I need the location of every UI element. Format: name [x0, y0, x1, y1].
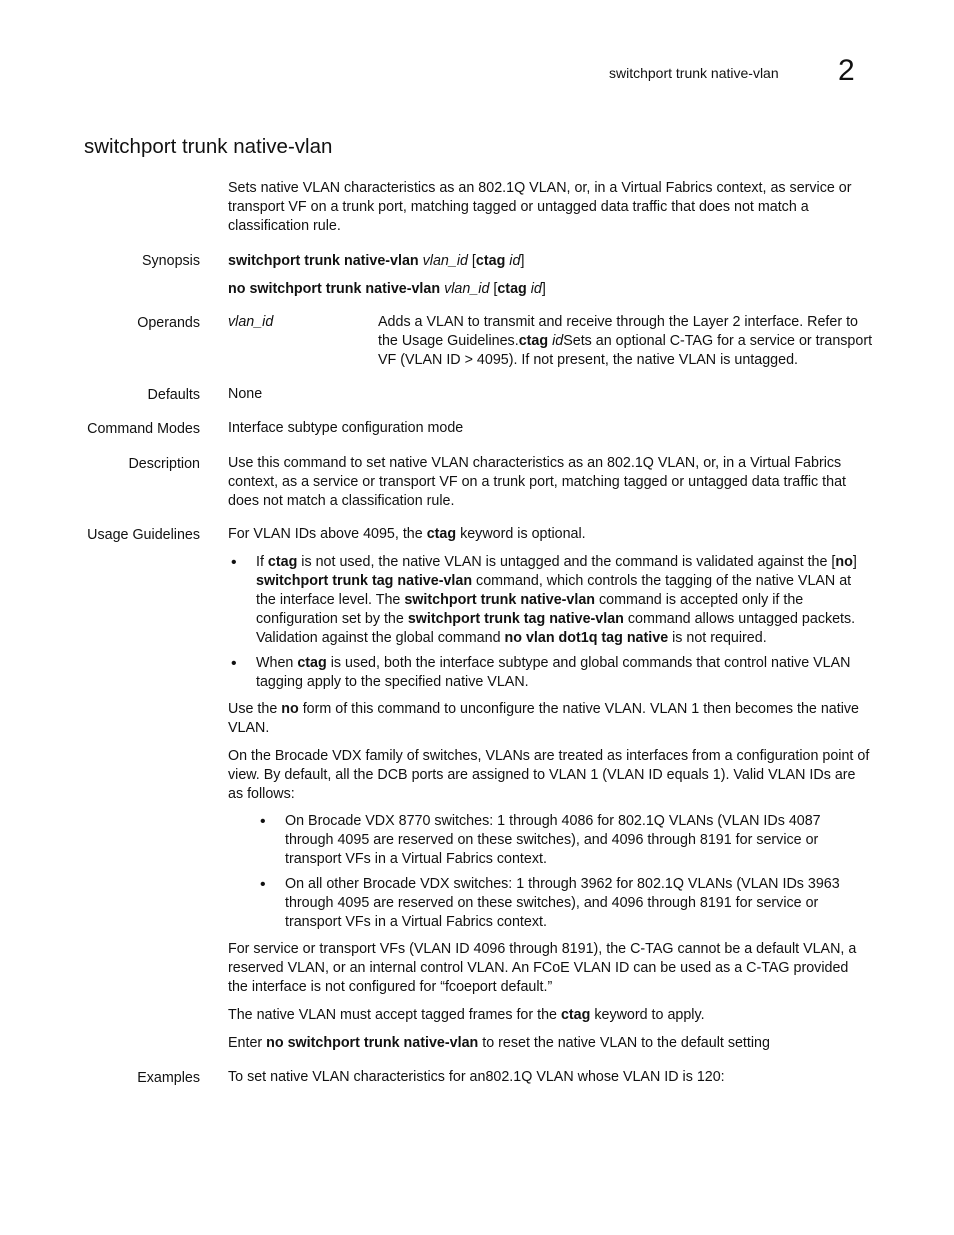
- intro-paragraph: Sets native VLAN characteristics as an 802.1Q VLAN, or, in a Virtual Fabrics context, as service or transport VF on a trunk port, matching tagged or untagged data traffic that does not match a classification rule.: [228, 180, 852, 234]
- usage-paragraph-1: [228, 525, 872, 544]
- operand-term: vlan_id: [228, 314, 274, 330]
- text-run: is not required.: [668, 630, 767, 646]
- text-run: When: [256, 655, 298, 671]
- ctag-keyword: ctag: [560, 1007, 591, 1023]
- command-keyword: no vlan dot1q tag native: [504, 630, 669, 646]
- text-run: Enter: [228, 1035, 267, 1051]
- text-run: form of this command to unconfigure the native VLAN. VLAN 1 then becomes the native VLAN.: [228, 701, 859, 736]
- synopsis-arg: vlan_id: [444, 281, 490, 297]
- text-run: For VLAN IDs above 4095, the: [228, 526, 427, 542]
- chapter-number: 2: [838, 54, 855, 87]
- page-title: switchport trunk native-vlan: [84, 135, 333, 158]
- ctag-arg: id: [530, 281, 542, 297]
- usage-paragraph-4: For service or transport VFs (VLAN ID 4096 through 8191), the C-TAG cannot be a default VLAN, a reserved VLAN, or an internal control VLAN. An FCoE VLAN ID can be used as a C-TAG provided the interface is not configured for “fcoeport default.”: [228, 941, 857, 995]
- synopsis-command: switchport trunk native-vlan: [228, 253, 419, 269]
- text-run: to reset the native VLAN to the default setting: [478, 1035, 770, 1051]
- usage-bullet-2: [228, 654, 872, 692]
- synopsis-no-command: no switchport trunk native-vlan: [228, 281, 441, 297]
- usage-guidelines-label: Usage Guidelines: [87, 527, 200, 543]
- usage-paragraph-3: On the Brocade VDX family of switches, VLANs are treated as interfaces from a configuration point of view. By default, all the DCB ports are assigned to VLAN 1 (VLAN ID equals 1). Valid VLAN IDs are as follows:: [228, 748, 870, 802]
- no-keyword: no: [835, 554, 853, 570]
- synopsis-label: Synopsis: [141, 253, 200, 269]
- text-run: command allows untagged packets. Validation against the global command: [256, 611, 856, 646]
- text-run: command, which controls the tagging of the native VLAN at the interface level. The: [256, 573, 852, 608]
- ctag-keyword: ctag: [267, 554, 298, 570]
- usage-paragraph-6: [228, 1034, 872, 1053]
- defaults-value: None: [228, 386, 263, 402]
- synopsis-arg: vlan_id: [422, 253, 468, 269]
- command-keyword: switchport trunk native-vlan: [404, 592, 596, 608]
- text-run: keyword is optional.: [456, 526, 586, 542]
- command-modes-value: Interface subtype configuration mode: [228, 420, 464, 436]
- ctag-arg: id: [509, 253, 521, 269]
- vlan-id-bullet-list: [257, 812, 872, 938]
- ctag-keyword: ctag: [426, 526, 457, 542]
- ctag-keyword: ctag: [497, 281, 527, 297]
- command-keyword: switchport trunk tag native-vlan: [407, 611, 624, 627]
- synopsis-line-2: no switchport trunk native-vlan vlan_id [ctag id]: [228, 281, 546, 297]
- operand-desc-part2: Sets an optional C-TAG for a service or transport VF (VLAN ID > 4095). If not present, the native VLAN is untagged.: [378, 333, 873, 368]
- usage-paragraph-5: [228, 1006, 872, 1025]
- ctag-keyword: ctag: [518, 333, 549, 349]
- examples-label: Examples: [137, 1070, 200, 1086]
- synopsis-line-1: switchport trunk native-vlan vlan_id [ctag id]: [228, 253, 525, 269]
- usage-bullet-list: [228, 553, 872, 698]
- no-keyword: no: [281, 701, 299, 717]
- command-keyword: no switchport trunk native-vlan: [266, 1035, 479, 1051]
- text-run: is not used, the native VLAN is untagged and the command is validated against the [: [297, 554, 836, 570]
- description-paragraph: Use this command to set native VLAN characteristics as an 802.1Q VLAN, or, in a Virtual Fabrics context, as a service or transport VF on a trunk port, matching tagged or untagged data traffic that does not match a classification rule.: [228, 455, 847, 509]
- operand-description: [378, 313, 873, 370]
- ctag-keyword: ctag: [297, 655, 327, 671]
- defaults-label: Defaults: [147, 387, 200, 403]
- operands-label: Operands: [137, 315, 200, 331]
- text-run: is used, both the interface subtype and global commands that control native VLAN tagging apply to the specified native VLAN.: [256, 655, 851, 690]
- ctag-arg: id: [552, 333, 564, 349]
- text-run: command is accepted only if the configuration set by the: [256, 592, 804, 627]
- description-label: Description: [128, 456, 200, 472]
- other-vdx-bullet: • On all other Brocade VDX switches: 1 through 3962 for 802.1Q VLANs (VLAN IDs 3963 through 4095 are reserved on these switches), and 4096 through 8191 for service or transport VFs in a Virtual Fabrics context.: [257, 875, 872, 932]
- examples-paragraph: To set native VLAN characteristics for an802.1Q VLAN whose VLAN ID is 120:: [228, 1069, 725, 1085]
- command-modes-label: Command Modes: [87, 421, 200, 437]
- vdx-8770-bullet: • On Brocade VDX 8770 switches: 1 through 4086 for 802.1Q VLANs (VLAN IDs 4087 through 4095 are reserved on these switches), and 4096 through 8191 for service or transport VFs in a Virtual Fabrics context.: [257, 812, 872, 869]
- text-run: The native VLAN must accept tagged frames for the: [228, 1007, 561, 1023]
- operand-desc-part1: Adds a VLAN to transmit and receive through the Layer 2 interface. Refer to the Usage Guidelines.: [378, 314, 858, 349]
- text-run: ]: [852, 554, 857, 570]
- usage-paragraph-2: [228, 700, 872, 738]
- text-run: keyword to apply.: [590, 1007, 705, 1023]
- ctag-keyword: ctag: [475, 253, 506, 269]
- text-run: If: [256, 554, 268, 570]
- text-run: Use the: [228, 701, 282, 717]
- usage-bullet-1: [228, 553, 872, 648]
- running-header-title: switchport trunk native-vlan: [609, 65, 779, 81]
- command-keyword: switchport trunk tag native-vlan: [256, 573, 473, 589]
